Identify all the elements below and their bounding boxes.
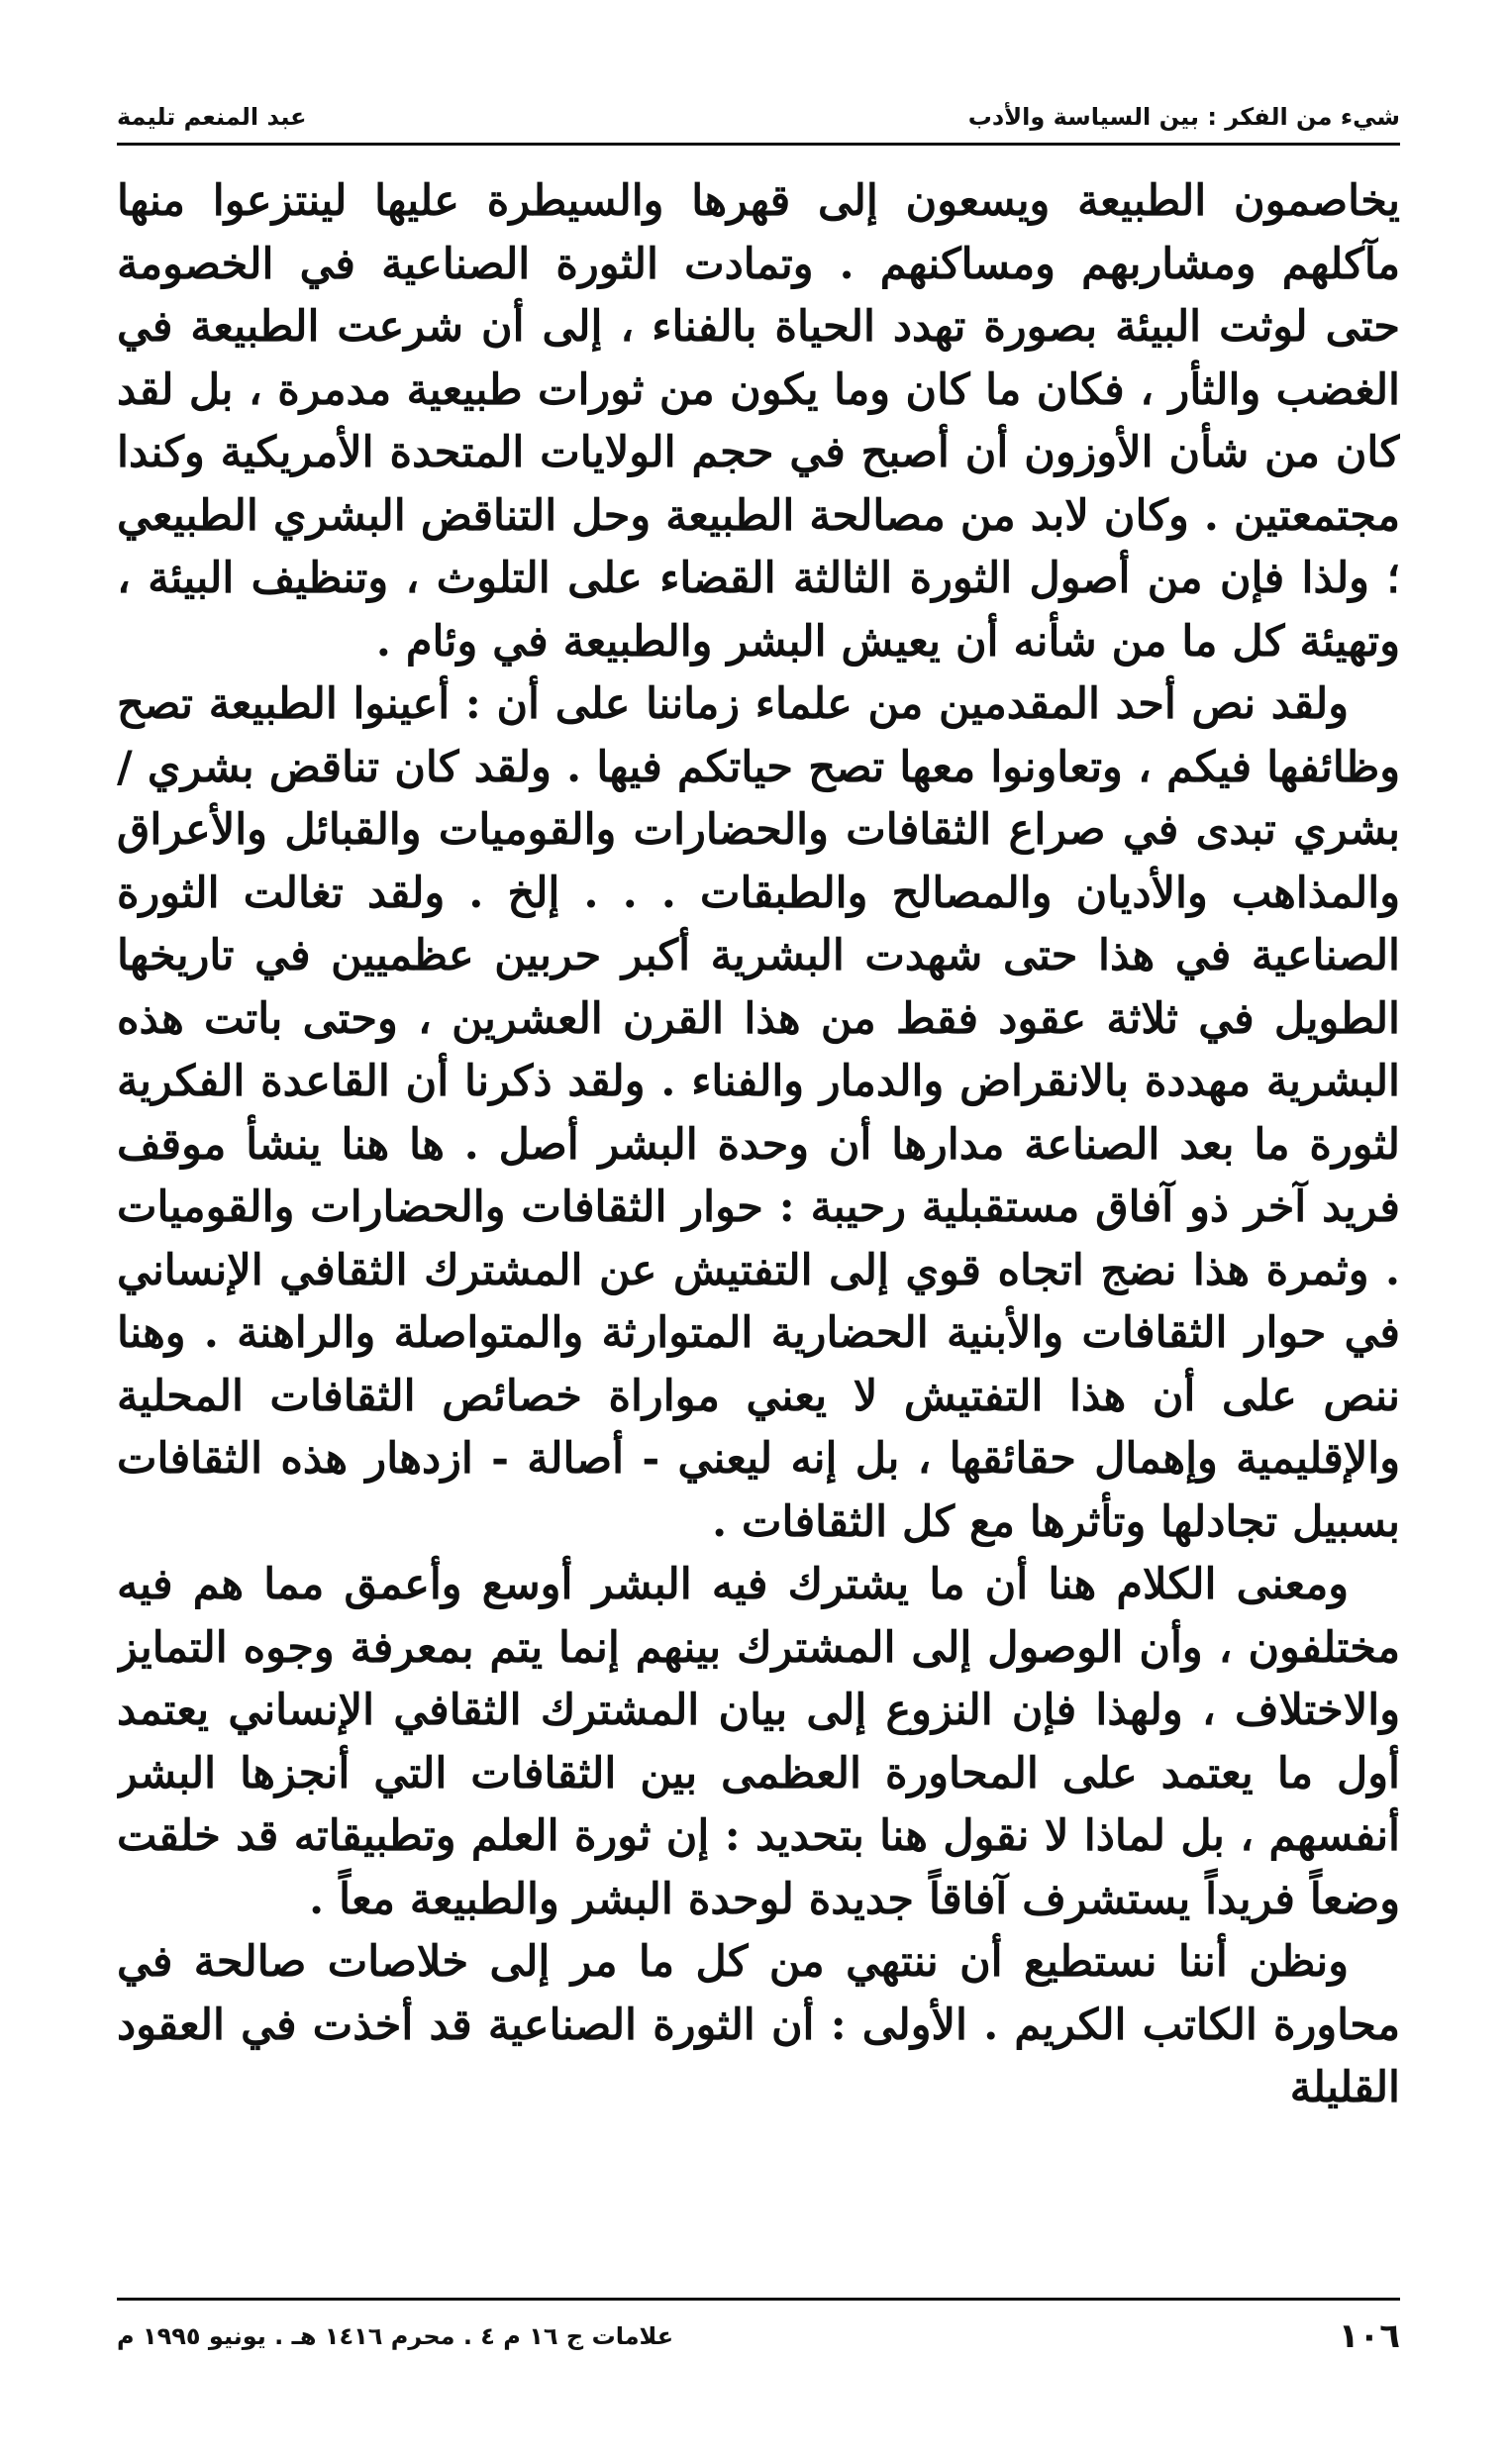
body-text — [117, 170, 1400, 2270]
book-title: شيء من الفكر : بين السياسة والأدب — [967, 103, 1400, 131]
journal-info: علامات ج ١٦ م ٤ . محرم ١٤١٦ هـ . يونيو ١٩٩٥ م — [117, 2322, 674, 2350]
page-number: ١٠٦ — [1338, 2316, 1400, 2356]
page-footer — [117, 2311, 1400, 2361]
paragraph-1: يخاصمون الطبيعة ويسعون إلى قهرها والسيطرة عليها لينتزعوا منها مآكلهم ومشاربهم ومساكنهم . وتمادت الثورة الصناعية في الخصومة حتى لوثت البيئة بصورة تهدد الحياة بالفناء ، إلى أن شرعت الطبيعة في الغضب والثأر ، فكان ما كان وما يكون من ثورات طبيعية مدمرة ، بل لقد كان من شأن الأوزون أن أصبح في حجم الولايات المتحدة الأمريكية وكندا مجتمعتين . وكان لابد من مصالحة الطبيعة وحل التناقض البشري الطبيعي ؛ ولذا فإن من أصول الثورة الثالثة القضاء على التلوث ، وتنظيف البيئة ، وتهيئة كل ما من شأنه أن يعيش البشر والطبيعة في وئام . — [117, 176, 1400, 667]
paragraph-2: ولقد نص أحد المقدمين من علماء زماننا على أن : أعينوا الطبيعة تصح وظائفها فيكم ، وتعاونوا معها تصح حياتكم فيها . ولقد كان تناقض بشري / بشري تبدى في صراع الثقافات والحضارات والقوميات والقبائل والأعراق والمذاهب والأديان والمصالح والطبقات . . . إلخ . ولقد تغالت الثورة الصناعية في هذا حتى شهدت البشرية أكبر حربين عظميين في تاريخها الطويل في ثلاثة عقود فقط من هذا القرن العشرين ، وحتى باتت هذه البشرية مهددة بالانقراض والدمار والفناء . ولقد ذكرنا أن القاعدة الفكرية لثورة ما بعد الصناعة مدارها أن وحدة البشر أصل . ها هنا ينشأ موقف فريد آخر ذو آفاق مستقبلية رحيبة : حوار الثقافات والحضارات والقوميات . وثمرة هذا نضج اتجاه قوي إلى التفتيش عن المشترك الثقافي الإنساني في حوار الثقافات والأبنية الحضارية المتوارثة والمتواصلة والراهنة . وهنا ننص على أن هذا التفتيش لا يعني مواراة خصائص الثقافات المحلية والإقليمية وإهمال حقائقها ، بل إنه ليعني - أصالة - ازدهار هذه الثقافات بسبيل تجادلها وتأثرها مع كل الثقافات . — [117, 679, 1400, 1547]
footer-rule — [117, 2298, 1400, 2301]
paragraph-3: ومعنى الكلام هنا أن ما يشترك فيه البشر أوسع وأعمق مما هم فيه مختلفون ، وأن الوصول إلى المشترك بينهم إنما يتم بمعرفة وجوه التمايز والاختلاف ، ولهذا فإن النزوع إلى بيان المشترك الثقافي الإنساني يعتمد أول ما يعتمد على المحاورة العظمى بين الثقافات التي أنجزها البشر أنفسهم ، بل لماذا لا نقول هنا بتحديد : إن ثورة العلم وتطبيقاته قد خلقت وضعاً فريداً يستشرف آفاقاً جديدة لوحدة البشر والطبيعة معاً . — [117, 1560, 1400, 1924]
author-name: عبد المنعم تليمة — [117, 103, 307, 131]
running-head — [117, 87, 1400, 131]
header-rule — [117, 143, 1400, 146]
paragraph-4: ونظن أننا نستطيع أن ننتهي من كل ما مر إلى خلاصات صالحة في محاورة الكاتب الكريم . الأولى : أن الثورة الصناعية قد أخذت في العقود القليلة — [117, 1937, 1400, 2112]
